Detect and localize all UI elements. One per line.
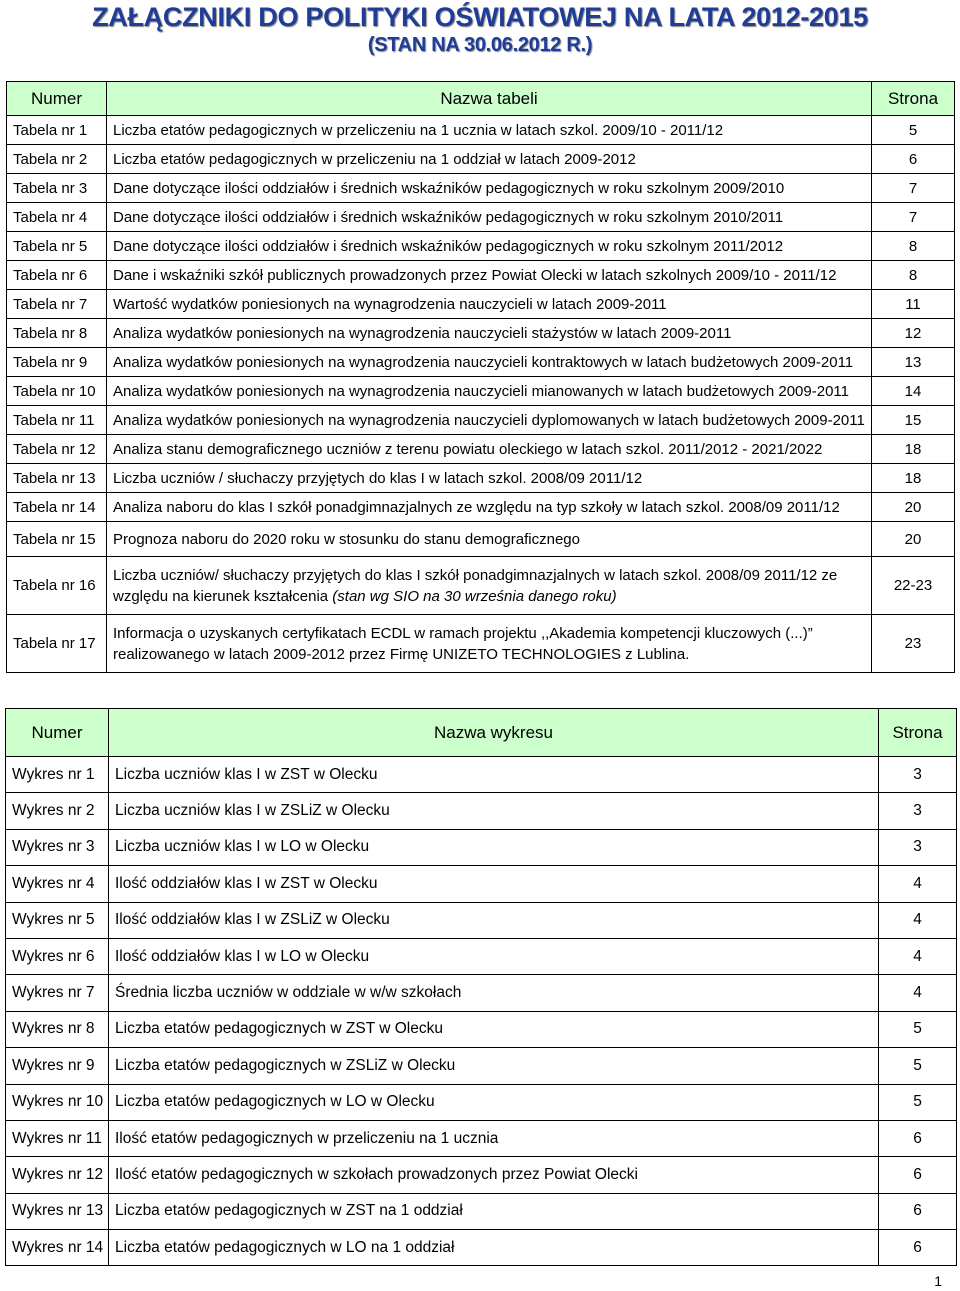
row-page: 4 (879, 938, 957, 974)
row-number: Tabela nr 7 (7, 290, 107, 319)
row-number: Tabela nr 11 (7, 406, 107, 435)
row-name: Prognoza naboru do 2020 roku w stosunku do stanu demograficznego (107, 522, 872, 557)
row-number: Wykres nr 10 (6, 1084, 109, 1120)
row-number: Tabela nr 10 (7, 377, 107, 406)
row-number: Wykres nr 14 (6, 1230, 109, 1266)
table-row (6, 757, 957, 793)
row-number: Wykres nr 1 (6, 757, 109, 793)
row-page: 6 (879, 1193, 957, 1229)
row-page: 20 (872, 522, 955, 557)
row-name: Liczba uczniów / słuchaczy przyjętych do klas I w latach szkol. 2008/09 2011/12 (107, 464, 872, 493)
row-page: 6 (879, 1230, 957, 1266)
row-number: Wykres nr 6 (6, 938, 109, 974)
table-row (7, 145, 955, 174)
table-row (6, 938, 957, 974)
table-row (6, 1120, 957, 1156)
table-row (6, 1157, 957, 1193)
row-name: Dane dotyczące ilości oddziałów i średnich wskaźników pedagogicznych w roku szkolnym 2010/2011 (107, 203, 872, 232)
row-name: Analiza wydatków poniesionych na wynagrodzenia nauczycieli mianowanych w latach budżetowych 2009-2011 (107, 377, 872, 406)
page-number: 1 (934, 1273, 942, 1289)
table-row (7, 232, 955, 261)
row-number: Wykres nr 7 (6, 975, 109, 1011)
table-row (7, 435, 955, 464)
row-page: 12 (872, 319, 955, 348)
table-row (6, 829, 957, 865)
table-row (7, 203, 955, 232)
row-page: 6 (879, 1120, 957, 1156)
row-page: 7 (872, 174, 955, 203)
row-number: Tabela nr 3 (7, 174, 107, 203)
row-name: Wartość wydatków poniesionych na wynagrodzenia nauczycieli w latach 2009-2011 (107, 290, 872, 319)
row-name: Ilość oddziałów klas I w ZST w Olecku (109, 866, 879, 902)
tables-header-row (7, 82, 955, 116)
header-name: Nazwa tabeli (107, 82, 872, 116)
row-number: Tabela nr 8 (7, 319, 107, 348)
row-name: Dane dotyczące ilości oddziałów i średnich wskaźników pedagogicznych w roku szkolnym 2011/2012 (107, 232, 872, 261)
row-number: Tabela nr 9 (7, 348, 107, 377)
row-page: 11 (872, 290, 955, 319)
row-number: Tabela nr 14 (7, 493, 107, 522)
table-row (7, 377, 955, 406)
row-number: Tabela nr 17 (7, 615, 107, 673)
row-number: Tabela nr 6 (7, 261, 107, 290)
table-row (7, 406, 955, 435)
row-name: Ilość etatów pedagogicznych w przeliczeniu na 1 ucznia (109, 1120, 879, 1156)
row-name: Dane i wskaźniki szkół publicznych prowadzonych przez Powiat Olecki w latach szkolnych 2009/10 - 2011/12 (107, 261, 872, 290)
table-row (7, 522, 955, 557)
row-page: 4 (879, 866, 957, 902)
row-name: Ilość oddziałów klas I w LO w Olecku (109, 938, 879, 974)
table-row (7, 174, 955, 203)
table-row (7, 290, 955, 319)
row-name: Liczba etatów pedagogicznych w LO w Olecku (109, 1084, 879, 1120)
header-page: Strona (872, 82, 955, 116)
tables-index (6, 81, 955, 673)
row-name: Analiza stanu demograficznego uczniów z terenu powiatu oleckiego w latach szkol. 2011/2012 - 2021/2022 (107, 435, 872, 464)
table-row (7, 464, 955, 493)
table-row (7, 319, 955, 348)
table-row (6, 902, 957, 938)
header-number: Numer (7, 82, 107, 116)
row-name: Liczba etatów pedagogicznych w ZST na 1 oddział (109, 1193, 879, 1229)
row-page: 5 (872, 116, 955, 145)
header-name: Nazwa wykresu (109, 709, 879, 757)
row-name: Liczba etatów pedagogicznych w ZST w Olecku (109, 1011, 879, 1047)
row-number: Wykres nr 5 (6, 902, 109, 938)
row-number: Tabela nr 1 (7, 116, 107, 145)
row-name: Informacja o uzyskanych certyfikatach ECDL w ramach projektu ,,Akademia kompetencji kluczowych (...)” realizowanego w latach 2009-2012 przez Firmę UNIZETO TECHNOLOGIES z Lublina. (107, 615, 872, 673)
row-number: Tabela nr 16 (7, 557, 107, 615)
row-name: Dane dotyczące ilości oddziałów i średnich wskaźników pedagogicznych w roku szkolnym 2009/2010 (107, 174, 872, 203)
charts-index (5, 708, 957, 1266)
table-row (7, 116, 955, 145)
row-number: Tabela nr 2 (7, 145, 107, 174)
row-name-text: Liczba uczniów/ słuchaczy przyjętych do klas I szkół ponadgimnazjalnych w latach szkol. 2008/09 2011/12 ze względu na kierunek kształcenia (113, 566, 838, 605)
row-page: 6 (879, 1157, 957, 1193)
row-page: 5 (879, 1011, 957, 1047)
row-number: Wykres nr 12 (6, 1157, 109, 1193)
table-row (6, 1193, 957, 1229)
row-number: Wykres nr 13 (6, 1193, 109, 1229)
row-page: 8 (872, 232, 955, 261)
row-number: Tabela nr 5 (7, 232, 107, 261)
row-page: 5 (879, 1048, 957, 1084)
row-name: Analiza wydatków poniesionych na wynagrodzenia nauczycieli stażystów w latach 2009-2011 (107, 319, 872, 348)
row-page: 18 (872, 435, 955, 464)
table-row (6, 866, 957, 902)
row-number: Tabela nr 12 (7, 435, 107, 464)
row-page: 18 (872, 464, 955, 493)
row-number: Tabela nr 15 (7, 522, 107, 557)
table-row (6, 1084, 957, 1120)
document-title (0, 2, 960, 57)
row-name: Liczba uczniów klas I w ZSLiZ w Olecku (109, 793, 879, 829)
row-name: Ilość etatów pedagogicznych w szkołach prowadzonych przez Powiat Olecki (109, 1157, 879, 1193)
row-page: 22-23 (872, 557, 955, 615)
header-page: Strona (879, 709, 957, 757)
row-page: 14 (872, 377, 955, 406)
row-page: 13 (872, 348, 955, 377)
row-page: 4 (879, 902, 957, 938)
row-number: Tabela nr 13 (7, 464, 107, 493)
row-name: Liczba uczniów klas I w LO w Olecku (109, 829, 879, 865)
row-name: Liczba etatów pedagogicznych w LO na 1 oddział (109, 1230, 879, 1266)
row-name: Liczba uczniów klas I w ZST w Olecku (109, 757, 879, 793)
row-number: Wykres nr 2 (6, 793, 109, 829)
row-name: Analiza naboru do klas I szkół ponadgimnazjalnych ze względu na typ szkoły w latach szkol. 2008/09 2011/12 (107, 493, 872, 522)
table-row (7, 348, 955, 377)
header-number: Numer (6, 709, 109, 757)
table-row (7, 615, 955, 673)
row-page: 4 (879, 975, 957, 1011)
row-page: 7 (872, 203, 955, 232)
row-number: Wykres nr 9 (6, 1048, 109, 1084)
charts-header-row (6, 709, 957, 757)
row-page: 23 (872, 615, 955, 673)
row-number: Wykres nr 8 (6, 1011, 109, 1047)
table-row (6, 1011, 957, 1047)
row-name-italic: (stan wg SIO na 30 września danego roku) (332, 587, 617, 605)
row-number: Wykres nr 11 (6, 1120, 109, 1156)
row-page: 3 (879, 829, 957, 865)
row-page: 3 (879, 757, 957, 793)
row-name (107, 557, 872, 615)
row-name: Analiza wydatków poniesionych na wynagrodzenia nauczycieli dyplomowanych w latach budżetowych 2009-2011 (107, 406, 872, 435)
row-name: Analiza wydatków poniesionych na wynagrodzenia nauczycieli kontraktowych w latach budżetowych 2009-2011 (107, 348, 872, 377)
table-row (7, 557, 955, 615)
row-name: Średnia liczba uczniów w oddziale w w/w szkołach (109, 975, 879, 1011)
table-row (7, 493, 955, 522)
row-page: 3 (879, 793, 957, 829)
table-row (6, 975, 957, 1011)
row-page: 15 (872, 406, 955, 435)
row-page: 6 (872, 145, 955, 174)
row-page: 5 (879, 1084, 957, 1120)
row-number: Wykres nr 4 (6, 866, 109, 902)
row-number: Tabela nr 4 (7, 203, 107, 232)
row-name: Liczba etatów pedagogicznych w przeliczeniu na 1 ucznia w latach szkol. 2009/10 - 2011/12 (107, 116, 872, 145)
table-row (6, 1048, 957, 1084)
row-page: 8 (872, 261, 955, 290)
title-line-2: (STAN NA 30.06.2012 R.) (367, 34, 593, 56)
row-page: 20 (872, 493, 955, 522)
row-number: Wykres nr 3 (6, 829, 109, 865)
table-row (6, 793, 957, 829)
row-name: Liczba etatów pedagogicznych w przeliczeniu na 1 oddział w latach 2009-2012 (107, 145, 872, 174)
title-line-1: ZAŁĄCZNIKI DO POLITYKI OŚWIATOWEJ NA LATA 2012-2015 (92, 2, 868, 32)
table-row (7, 261, 955, 290)
table-row (6, 1230, 957, 1266)
row-name: Liczba etatów pedagogicznych w ZSLiZ w Olecku (109, 1048, 879, 1084)
row-name: Ilość oddziałów klas I w ZSLiZ w Olecku (109, 902, 879, 938)
